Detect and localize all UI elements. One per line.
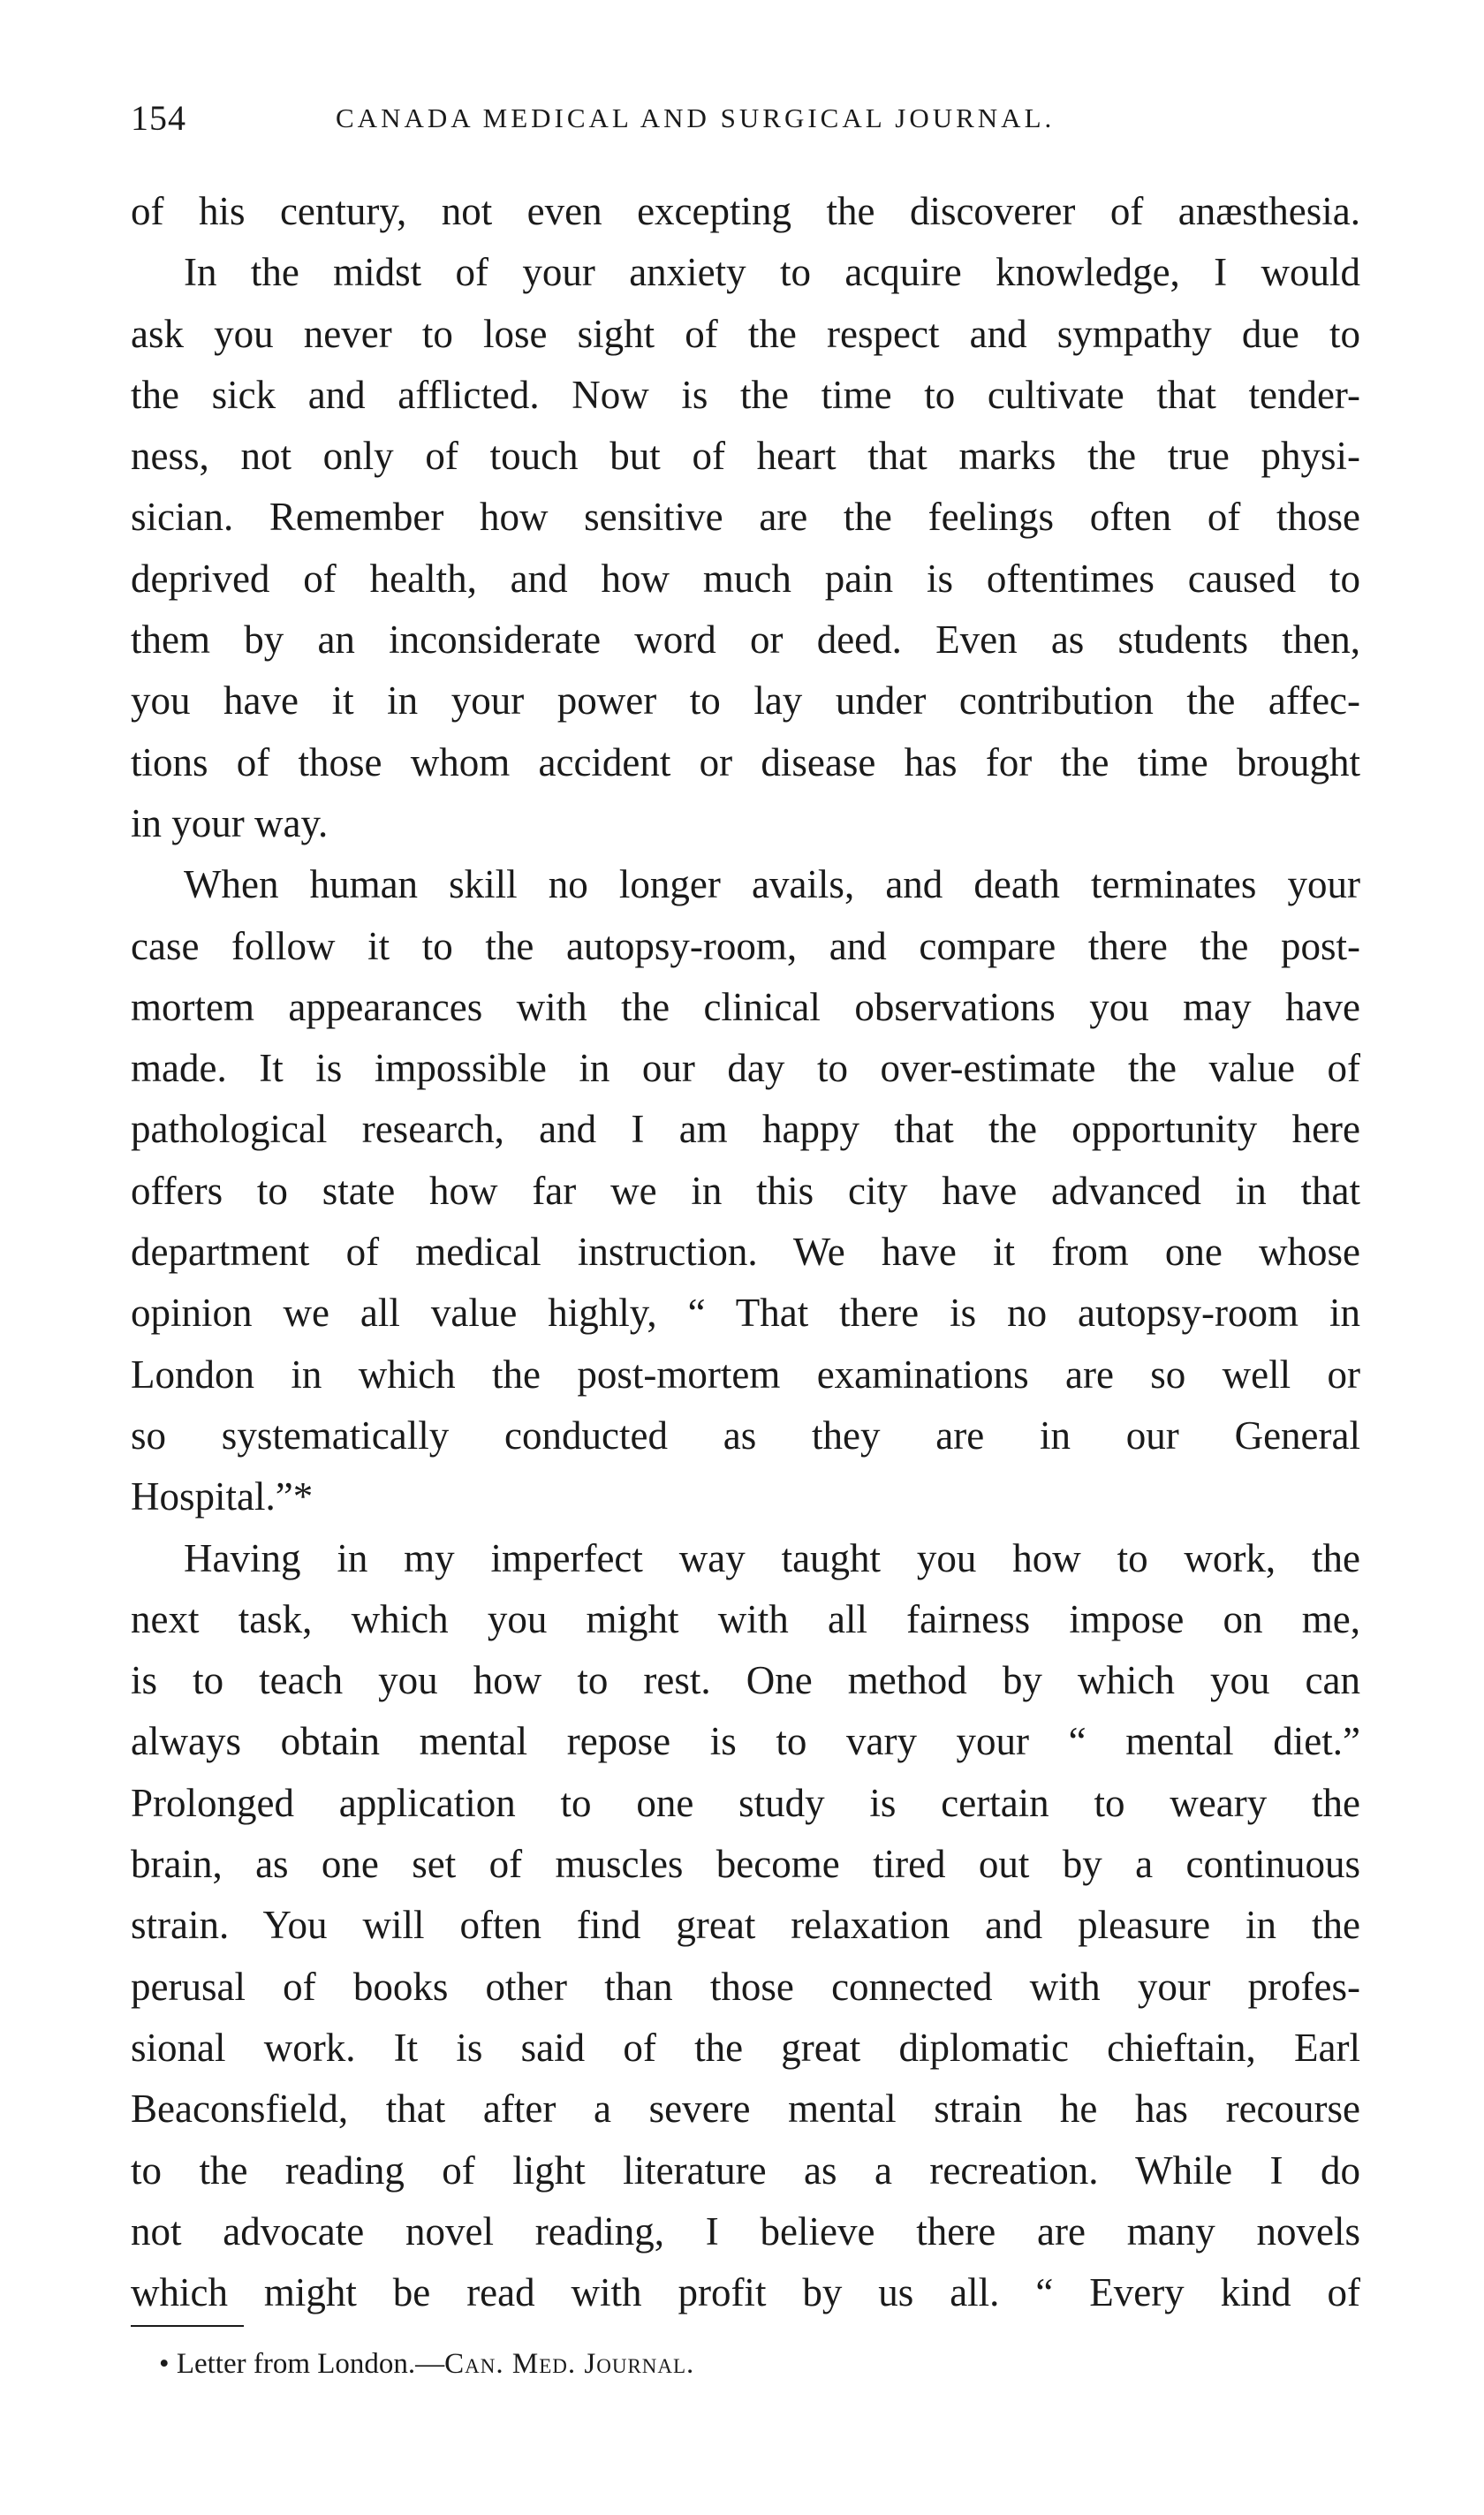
footnote-text: Letter from London.— xyxy=(176,2348,445,2380)
text-line: to the reading of light literature as a recreation. While I do xyxy=(131,2148,1360,2193)
text-line: sional work. It is said of the great diplomatic chieftain, Earl xyxy=(131,2025,1360,2070)
text-line: mortem appearances with the clinical observations you may have xyxy=(131,984,1360,1029)
text-line: ask you never to lose sight of the respect and sympathy due to xyxy=(131,311,1360,356)
text-line: which might be read with profit by us all. “ Every kind of xyxy=(131,2270,1360,2315)
text-line: in your way. xyxy=(131,800,329,845)
text-line: made. It is impossible in our day to over-estimate the value of xyxy=(131,1046,1360,1091)
text-line: not advocate novel reading, I believe there are many novels xyxy=(131,2208,1360,2254)
footnote xyxy=(159,2348,694,2381)
text-line: always obtain mental repose is to vary your “ mental diet.” xyxy=(131,1719,1360,1764)
text-line: the sick and afflicted. Now is the time to cultivate that tender- xyxy=(131,372,1360,417)
text-line: is to teach you how to rest. One method by which you can xyxy=(131,1658,1360,1703)
text-line: opinion we all value highly, “ That there is no autopsy-room in xyxy=(131,1291,1360,1336)
text-line: so systematically conducted as they are in our General xyxy=(131,1413,1360,1458)
footnote-rule xyxy=(131,2325,244,2327)
body-text xyxy=(131,181,1360,2323)
text-line: Beaconsfield, that after a severe mental strain he has recourse xyxy=(131,2087,1360,2132)
text-line: next task, which you might with all fairness impose on me, xyxy=(131,1596,1360,1641)
text-line: In the midst of your anxiety to acquire knowledge, I would xyxy=(184,250,1360,295)
text-line: deprived of health, and how much pain is oftentimes caused to xyxy=(131,556,1360,601)
text-line: Having in my imperfect way taught you how to work, the xyxy=(184,1535,1360,1580)
text-line: perusal of books other than those connected with your profes- xyxy=(131,1964,1360,2009)
text-line: you have it in your power to lay under contribution the affec- xyxy=(131,678,1360,723)
text-line: Prolonged application to one study is certain to weary the xyxy=(131,1780,1360,1825)
text-line: them by an inconsiderate word or deed. Even as students then, xyxy=(131,617,1360,663)
text-line: tions of those whom accident or disease has for the time brought xyxy=(131,739,1360,784)
text-line: When human skill no longer avails, and death terminates your xyxy=(184,862,1360,907)
text-line: strain. You will often find great relaxation and pleasure in the xyxy=(131,1903,1360,1948)
text-line: brain, as one set of muscles become tired out by a continuous xyxy=(131,1842,1360,1887)
footnote-source: Can. Med. Journal. xyxy=(444,2348,695,2380)
text-line: offers to state how far we in this city have advanced in that xyxy=(131,1168,1360,1213)
page-number: 154 xyxy=(131,98,186,138)
text-line: sician. Remember how sensitive are the feelings often of those xyxy=(131,495,1360,540)
running-head: CANADA MEDICAL AND SURGICAL JOURNAL. xyxy=(336,102,1056,133)
text-line: case follow it to the autopsy-room, and compare there the post- xyxy=(131,923,1360,968)
text-line: of his century, not even excepting the discoverer of anæsthesia. xyxy=(131,189,1360,233)
text-line: pathological research, and I am happy that the opportunity here xyxy=(131,1107,1360,1152)
footnote-marker: • xyxy=(159,2348,170,2380)
text-line: London in which the post-mortem examinations are so well or xyxy=(131,1352,1360,1397)
text-line: Hospital.”* xyxy=(131,1474,314,1519)
page-header xyxy=(131,97,1367,150)
text-line: ness, not only of touch but of heart that marks the true physi- xyxy=(131,434,1360,479)
text-line: department of medical instruction. We have it from one whose xyxy=(131,1230,1360,1275)
